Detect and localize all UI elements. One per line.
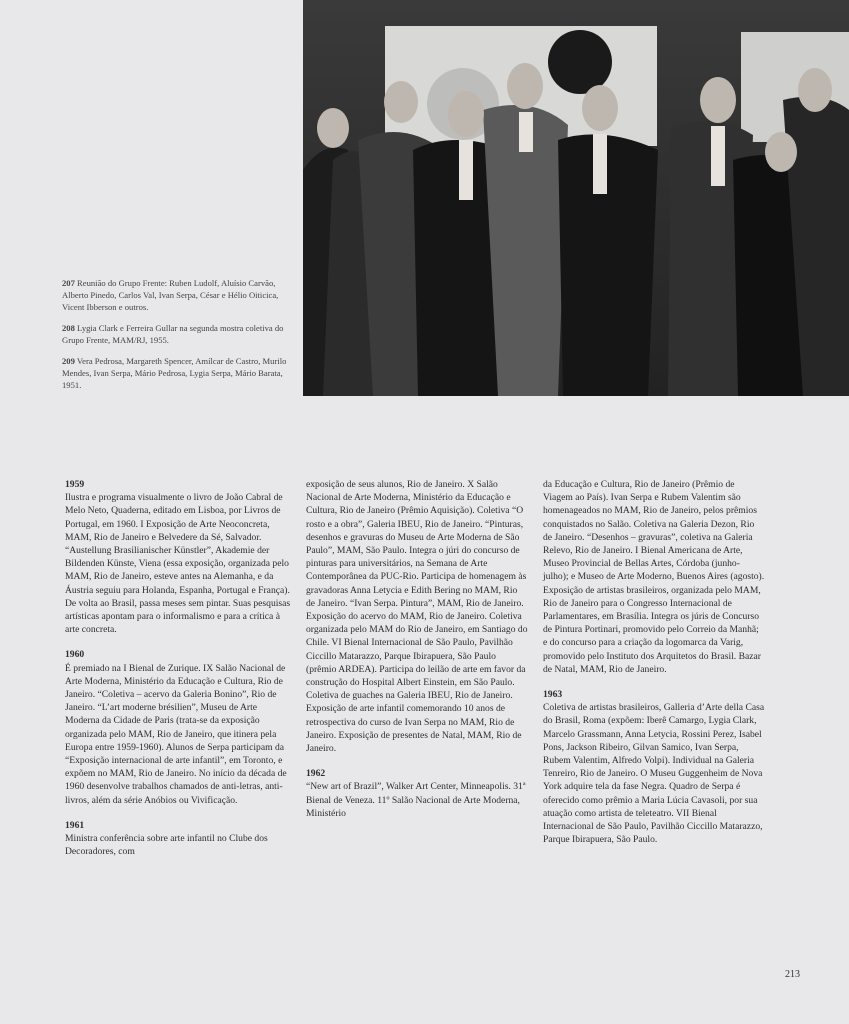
year-entry-1959: Ilustra e programa visualmente o livro de João Cabral de Melo Neto, Quaderna, editado em Lisboa, por Livros de Portugal, em 1960. I Exposição de Arte Neoconcreta, MAM, Rio de Janeiro e Belvedere da Sé, Salvador. “Austellung Brasilianischer Künstler”, Akademie der Bildenden Künste, Viena (essa exposição, organizada pelo MAM, Rio de Janeiro, esteve antes na Alemanha, e da Áustria seguiu para Holanda, Espanha, Portugal e França). De volta ao Brasil, passa meses sem pintar. Suas pesquisas artísticas apontam para o informalismo e para a crítica à arte concreta. (65, 492, 291, 636)
caption-209 (62, 355, 290, 391)
year-heading-1963: 1963 (543, 689, 563, 701)
year-heading-1959: 1959 (65, 479, 85, 490)
caption-208 (62, 322, 290, 346)
photo-illustration (303, 0, 849, 396)
caption-text: Vera Pedrosa, Margareth Spencer, Amílcar de Castro, Murilo Mendes, Ivan Serpa, Mário Pedrosa, Lygia Serpa, Mário Barata, 1951. (62, 356, 287, 390)
page-number: 213 (785, 969, 800, 980)
year-entry-1961: Ministra conferência sobre arte infantil no Clube dos Decoradores, com (65, 833, 268, 858)
caption-number: 208 (62, 323, 75, 333)
year-entry-1962-continued: da Educação e Cultura, Rio de Janeiro (Prêmio de Viagem ao País). Ivan Serpa e Rubem Valentim são homenageados no MAM, Rio de Janeiro, pelos prêmios conquistados no Salão. Coletiva na Galeria Dezon, Rio de Janeiro. “Desenhos – gravuras”, coletiva na Galeria Relevo, Rio de Janeiro. I Bienal Americana de Arte, Museo Provincial de Bellas Artes, Córdoba (junho-julho); e Museo de Arte Moderno, Buenos Aires (agosto). Exposição de artistas brasileiros, organizada pelo MAM, Rio de Janeiro para o Congresso Internacional de Parlamentares, em Brasília. Integra os júris de Concurso de Pintura Portinari, promovido pelo Correio da Manhã; e do concurso para a criação da logomarca da Varig, promovido pelo Instituto dos Arquitetos do Brasil. Bazar de Natal, MAM, Rio de Janeiro. (543, 479, 765, 675)
group-photograph (303, 0, 849, 396)
year-heading-1962: 1962 (306, 768, 326, 780)
photo-captions (62, 277, 290, 400)
chronology-column-3 (543, 478, 765, 846)
caption-number: 207 (62, 278, 75, 288)
year-entry-1962: “New art of Brazil”, Walker Art Center, Minneapolis. 31ª Bienal de Veneza. 11º Salão Nacional de Arte Moderna, Ministério (306, 781, 526, 819)
year-heading-1960: 1960 (65, 649, 85, 661)
year-entry-1961-continued: exposição de seus alunos, Rio de Janeiro. X Salão Nacional de Arte Moderna, Ministério da Educação e Cultura, Rio de Janeiro (Prêmio Aquisição). Coletiva “O rosto e a obra”, Galeria IBEU, Rio de Janeiro. “Pinturas, desenhos e gravuras do Museu de Arte Moderna de São Paulo”, MAM, São Paulo. Integra o júri do concurso de pinturas para universitários, na Semana de Arte Contemporânea da PUC-Rio. Participa de homenagem às gravadoras Anna Letycia e Edith Bering no MAM, Rio de Janeiro. “Ivan Serpa. Pintura”, MAM, Rio de Janeiro. Exposição do acervo do MAM, Rio de Janeiro. Coletiva organizada pelo MAM do Rio de Janeiro, em Santiago do Chile. VI Bienal Internacional de São Paulo, Pavilhão Ciccillo Matarazzo, Parque Ibirapuera, São Paulo (prêmio ARDEA). Participa do leilão de arte em favor da construção do Hospital Albert Einstein, em São Paulo. Coletiva de guaches na Galeria IBEU, Rio de Janeiro. Exposição de arte infantil comemorando 10 anos de retrospectiva do curso de Ivan Serpa no MAM, Rio de Janeiro. Exposição de presentes de Natal, MAM, Rio de Janeiro. (306, 479, 528, 755)
caption-number: 209 (62, 356, 75, 366)
year-entry-1963: Coletiva de artistas brasileiros, Galleria d’Arte della Casa do Brasil, Roma (expõem: Iberê Camargo, Lygia Clark, Marcelo Grassmann, Anna Letycia, Rossini Perez, Isabel Pons, Jackson Ribeiro, Gilvan Samico, Ivan Serpa, Rubem Valentim, Alfredo Volpi). Individual na Galeria Tenreiro, Rio de Janeiro. O Museu Guggenheim de Nova York adquire tela da fase Negra. Quadro de Serpa é oferecido como prêmio a Maria Lúcia Cavasoli, por sua atuação como artista de teleteatro. VII Bienal Internacional de São Paulo, Pavilhão Ciccillo Matarazzo, Parque Ibirapuera, São Paulo. (543, 702, 765, 846)
chronology-column-2 (306, 478, 528, 820)
caption-text: Reunião do Grupo Frente: Ruben Ludolf, Aluísio Carvão, Alberto Pinedo, Carlos Val, Ivan Serpa, César e Hélio Oiticica, Vicent Ibberson e outros. (62, 278, 279, 312)
caption-text: Lygia Clark e Ferreira Gullar na segunda mostra coletiva do Grupo Frente, MAM/RJ, 1955. (62, 323, 284, 345)
year-heading-1961: 1961 (65, 819, 85, 831)
chronology-column-1 (65, 478, 293, 858)
caption-207 (62, 277, 290, 313)
year-entry-1960: É premiado na I Bienal de Zurique. IX Salão Nacional de Arte Moderna, Ministério da Educação e Cultura, Rio de Janeiro. “Coletiva – acervo da Galeria Bonino”, Rio de Janeiro. “L’art moderne brésilien”, Museu de Arte Moderna da Cidade de Paris (trata-se da exposição organizada pelo MAM, Rio de Janeiro, que itinera pela Europa entre 1959-1960). Alunos de Serpa participam da “Exposição internacional de arte infantil”, em Toronto, e expõem no MAM, Rio de Janeiro. No início da década de 1960 desenvolve trabalhos chamados de anti-letras, anti-livros, além da série Anóbios ou Vivificação. (65, 662, 287, 806)
